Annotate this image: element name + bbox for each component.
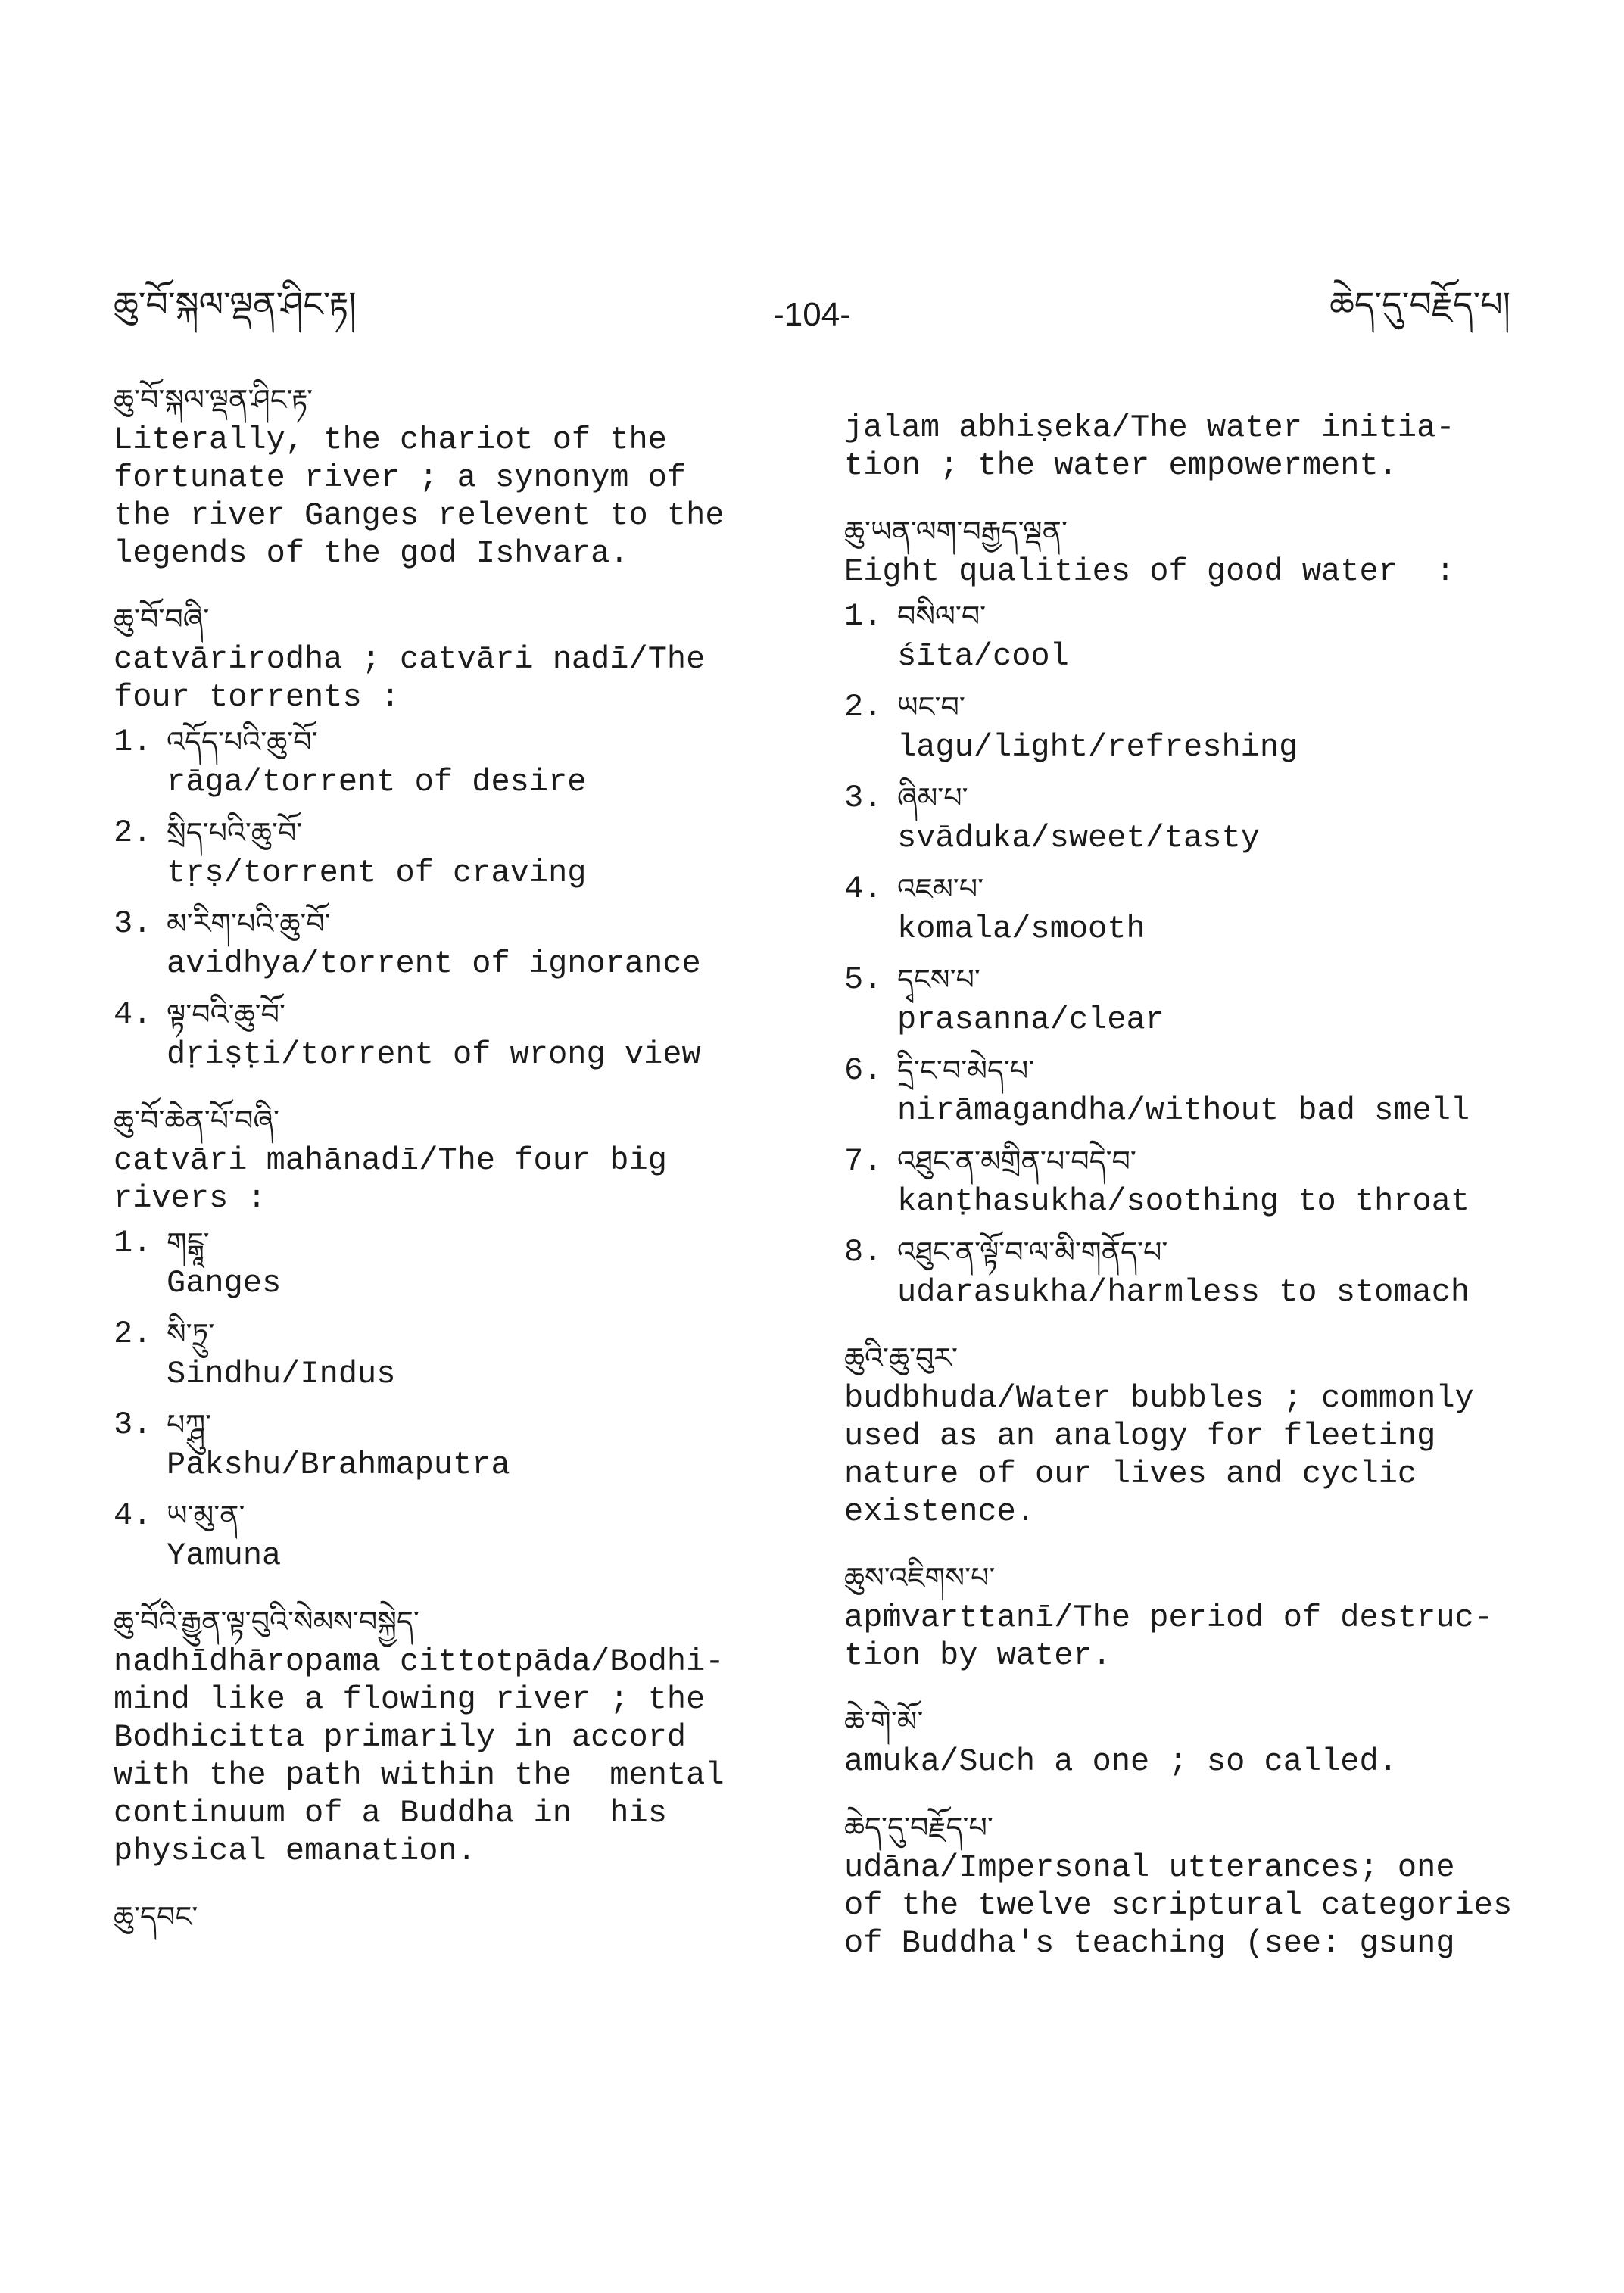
numbered-list (114, 721, 765, 1073)
item-number: 8. (844, 1234, 883, 1270)
numbered-list (844, 595, 1541, 1311)
item-tibetan: བསིལ་བ་ (897, 600, 987, 633)
item-gloss: udarasukha/harmless to stomach (897, 1274, 1470, 1310)
definition-line: with the path within the mental (114, 1757, 725, 1793)
dictionary-entry (114, 598, 765, 1073)
item-number: 5. (844, 961, 883, 998)
item-tibetan: མ་རིག་པའི་ཆུ་བོ་ (167, 907, 331, 940)
entry-headword: ཆེ་གེ་མོ་ (844, 1705, 924, 1738)
dictionary-entry (844, 1556, 1541, 1675)
definition-line: apṁvarttanī/The period of destruc- (844, 1600, 1493, 1636)
running-head-left: ཆུ་བོ་སྐལ་ལྡན་ཤིང་རྟ། (114, 284, 357, 325)
definition-line: of the twelve scriptural categories (844, 1887, 1513, 1924)
list-item (844, 1231, 1541, 1311)
list-item (844, 595, 1541, 675)
item-tibetan: གངྒཱ་ (167, 1226, 210, 1260)
item-number: 1. (844, 598, 883, 634)
dictionary-entry (114, 1600, 765, 1870)
left-column (114, 379, 765, 1964)
definition-line: Literally, the chariot of the (114, 422, 667, 458)
definition-line: catvāri mahānadī/The four big (114, 1142, 667, 1179)
item-number: 3. (114, 905, 152, 942)
definition-line: jalam abhiṣeka/The water initia- (844, 410, 1455, 446)
item-gloss: avidhya/torrent of ignorance (167, 946, 701, 982)
entry-headword: ཆུ་བོ་བཞི་ (114, 603, 210, 636)
list-item (114, 1222, 765, 1302)
definition-line: of Buddha's teaching (see: gsung (844, 1925, 1455, 1961)
item-gloss: Ganges (167, 1265, 282, 1301)
entry-headword: ཆུ་བོ་ཆེན་པོ་བཞི་ (114, 1104, 280, 1137)
dictionary-entry (844, 1700, 1541, 1781)
dictionary-entry (114, 1099, 765, 1575)
item-number: 3. (844, 780, 883, 816)
item-number: 2. (844, 689, 883, 725)
item-tibetan: དྲི་ང་བ་མེད་པ་ (897, 1054, 1035, 1087)
item-tibetan: སི་ཏྲུ་ (167, 1317, 215, 1351)
item-gloss: lagu/light/refreshing (897, 729, 1298, 765)
definition-line: fortunate river ; a synonym of (114, 460, 687, 496)
item-gloss: prasanna/clear (897, 1002, 1164, 1038)
item-tibetan: འདོད་པའི་ཆུ་བོ་ (167, 725, 318, 759)
item-number: 3. (114, 1407, 152, 1443)
definition-line: physical emanation. (114, 1833, 476, 1869)
list-item (844, 686, 1541, 766)
item-tibetan: འཐུང་ན་མགྲིན་པ་བདེ་བ་ (897, 1145, 1136, 1178)
item-gloss: kanṭhasukha/soothing to throat (897, 1183, 1470, 1220)
definition-line: legends of the god Ishvara. (114, 535, 629, 572)
item-number: 6. (844, 1052, 883, 1089)
dictionary-entry (844, 1337, 1541, 1531)
item-tibetan: འཐུང་ན་ལྟོ་བ་ལ་མི་གནོད་པ་ (897, 1235, 1168, 1269)
item-number: 1. (114, 1225, 152, 1261)
entry-headword: ཆེད་དུ་བརྗོད་པ་ (844, 1811, 993, 1844)
definition-line: budbhuda/Water bubbles ; commonly (844, 1380, 1474, 1416)
item-tibetan: པཀྴུ་ (167, 1408, 212, 1441)
definition-line: used as an analogy for fleeting (844, 1418, 1436, 1454)
item-gloss: nirāmagandha/without bad smell (897, 1092, 1470, 1129)
list-item (844, 1140, 1541, 1220)
list-item (114, 721, 765, 801)
dictionary-entry (844, 510, 1541, 1311)
definition-line: rivers : (114, 1180, 267, 1217)
item-number: 4. (114, 996, 152, 1033)
list-item (114, 993, 765, 1073)
list-item (114, 902, 765, 983)
item-gloss: komala/smooth (897, 911, 1146, 947)
item-tibetan: ཞིམ་པ་ (897, 781, 968, 815)
definition-line: amuka/Such a one ; so called. (844, 1743, 1398, 1780)
definition-line: Bodhicitta primarily in accord (114, 1719, 687, 1756)
item-number: 7. (844, 1143, 883, 1179)
item-number: 4. (844, 871, 883, 907)
page-number: -104- (773, 296, 851, 333)
item-gloss: śīta/cool (897, 638, 1069, 675)
entry-headword: ཆུ་བོའི་རྒྱུན་ལྟ་བུའི་སེམས་བསྐྱེད་ (114, 1605, 419, 1638)
list-item (844, 1049, 1541, 1129)
item-gloss: Pakshu/Brahmaputra (167, 1447, 510, 1483)
running-head-right: ཆེད་དུ་བརྗོད་པ། (1329, 284, 1510, 325)
list-item (114, 1404, 765, 1484)
dictionary-entry-continued (844, 409, 1541, 484)
item-tibetan: སྲིད་པའི་ཆུ་བོ་ (167, 816, 303, 849)
definition-line: existence. (844, 1494, 1036, 1530)
definition-line: catvārirodha ; catvāri nadī/The (114, 641, 706, 678)
list-item (844, 868, 1541, 948)
list-item (114, 1313, 765, 1393)
item-tibetan: ལྟ་བའི་ཆུ་བོ་ (167, 998, 285, 1031)
dictionary-entry (844, 1806, 1541, 1962)
list-item (844, 958, 1541, 1039)
right-column (844, 409, 1541, 1988)
item-tibetan: ཡང་བ་ (897, 690, 965, 724)
definition-line: four torrents : (114, 679, 401, 715)
item-number: 1. (114, 724, 152, 760)
definition-line: mind like a flowing river ; the (114, 1681, 706, 1718)
definition-line: tion by water. (844, 1637, 1111, 1674)
item-gloss: Sindhu/Indus (167, 1356, 396, 1392)
dictionary-entry (114, 1896, 765, 1938)
definition-line: tion ; the water empowerment. (844, 447, 1398, 484)
item-number: 4. (114, 1497, 152, 1534)
item-number: 2. (114, 1316, 152, 1352)
entry-headword: ཆུ་བོ་སྐལ་ལྡན་ཤིང་རྟ་ (114, 383, 313, 416)
item-gloss: svāduka/sweet/tasty (897, 820, 1260, 856)
item-gloss: tṛṣ/torrent of craving (167, 855, 587, 891)
definition-line: continuum of a Buddha in his (114, 1795, 667, 1831)
list-item (114, 1494, 765, 1575)
item-gloss: Yamuna (167, 1537, 282, 1574)
numbered-list (114, 1222, 765, 1575)
item-gloss: dṛiṣṭi/torrent of wrong view (167, 1036, 701, 1073)
item-number: 2. (114, 815, 152, 851)
entry-headword: ཆུ་དབང་ (114, 1900, 198, 1933)
definition-line: Eight qualities of good water : (844, 553, 1455, 590)
list-item (844, 777, 1541, 857)
entry-headword: ཆུས་འཇིགས་པ་ (844, 1561, 996, 1594)
dictionary-entry (114, 379, 765, 572)
item-tibetan: འཇམ་པ་ (897, 872, 984, 905)
definition-line: nature of our lives and cyclic (844, 1456, 1417, 1492)
item-gloss: rāga/torrent of desire (167, 764, 587, 800)
entry-headword: ཆུ་ཡན་ལག་བརྒྱད་ལྡན་ (844, 515, 1068, 548)
definition-line: udāna/Impersonal utterances; one (844, 1849, 1455, 1886)
item-tibetan: ཡ་མུ་ན་ (167, 1499, 245, 1532)
definition-line: nadhīdhāropama cittotpāda/Bodhi- (114, 1643, 725, 1680)
item-tibetan: དྭངས་པ་ (897, 963, 980, 996)
entry-headword: ཆུའི་ཆུ་བུར་ (844, 1341, 959, 1375)
list-item (114, 812, 765, 892)
definition-line: the river Ganges relevent to the (114, 497, 725, 534)
